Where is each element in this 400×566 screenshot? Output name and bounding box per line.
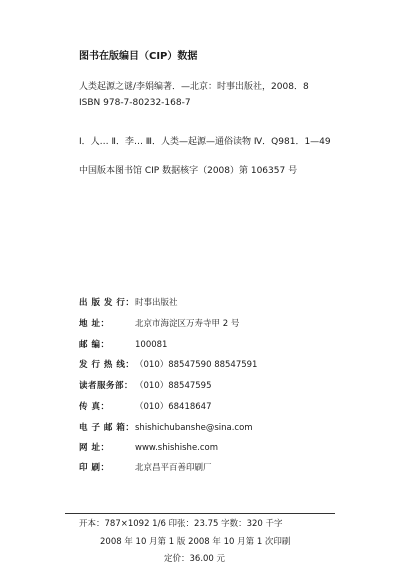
price-line: 定价：36.00 元 (164, 554, 226, 564)
postcode-value: 100081 (135, 340, 168, 350)
printer-row (79, 464, 212, 473)
hotline-label: 发 行 热 线： (79, 360, 135, 370)
address-label: 地 址： (79, 319, 110, 329)
postcode-label: 邮 编： (79, 340, 110, 350)
reader-service-label: 读者服务部： (79, 381, 134, 391)
reader-service-value: （010）88547595 (135, 381, 212, 391)
hotline-row (79, 361, 257, 370)
divider-line (65, 513, 335, 514)
cip-title-line: 人类起源之谜/李娟编著．—北京：时事出版社，2008．8 (79, 82, 309, 92)
address-row (79, 320, 239, 329)
fax-label: 传 真： (79, 402, 110, 412)
printer-value: 北京昌平百善印刷厂 (135, 463, 212, 473)
fax-value: （010）68418647 (135, 402, 212, 412)
address-value: 北京市海淀区万寿寺甲 2 号 (135, 319, 240, 329)
publisher-value: 时事出版社 (135, 298, 178, 308)
hotline-value: （010）88547590 88547591 (135, 360, 258, 370)
printer-label: 印 刷： (79, 463, 110, 473)
publisher-label: 出 版 发 行： (79, 298, 135, 308)
email-value: shishichubanshe@sina.com (135, 423, 253, 433)
email-row (79, 424, 253, 433)
website-value: www.shishishe.com (135, 443, 219, 453)
classification-line: Ⅰ．人… Ⅱ．李… Ⅲ．人类—起源—通俗读物 Ⅳ．Q981．1—49 (79, 137, 331, 147)
format-line: 开本：787×1092 1/6 印张：23.75 字数：320 千字 (79, 519, 283, 529)
website-row (79, 444, 218, 453)
website-label: 网 址： (79, 443, 110, 453)
email-label: 电 子 邮 箱： (79, 423, 135, 433)
reader-service-row (79, 382, 212, 391)
isbn-line: ISBN 978-7-80232-168-7 (79, 98, 191, 108)
cip-heading: 图书在版编目（CIP）数据 (79, 51, 198, 62)
fax-row (79, 403, 212, 412)
edition-line: 2008 年 10 月第 1 版 2008 年 10 月第 1 次印刷 (100, 537, 291, 547)
cip-record-number: 中国版本图书馆 CIP 数据核字（2008）第 106357 号 (79, 166, 298, 176)
postcode-row (79, 341, 167, 350)
publisher-row (79, 299, 178, 308)
